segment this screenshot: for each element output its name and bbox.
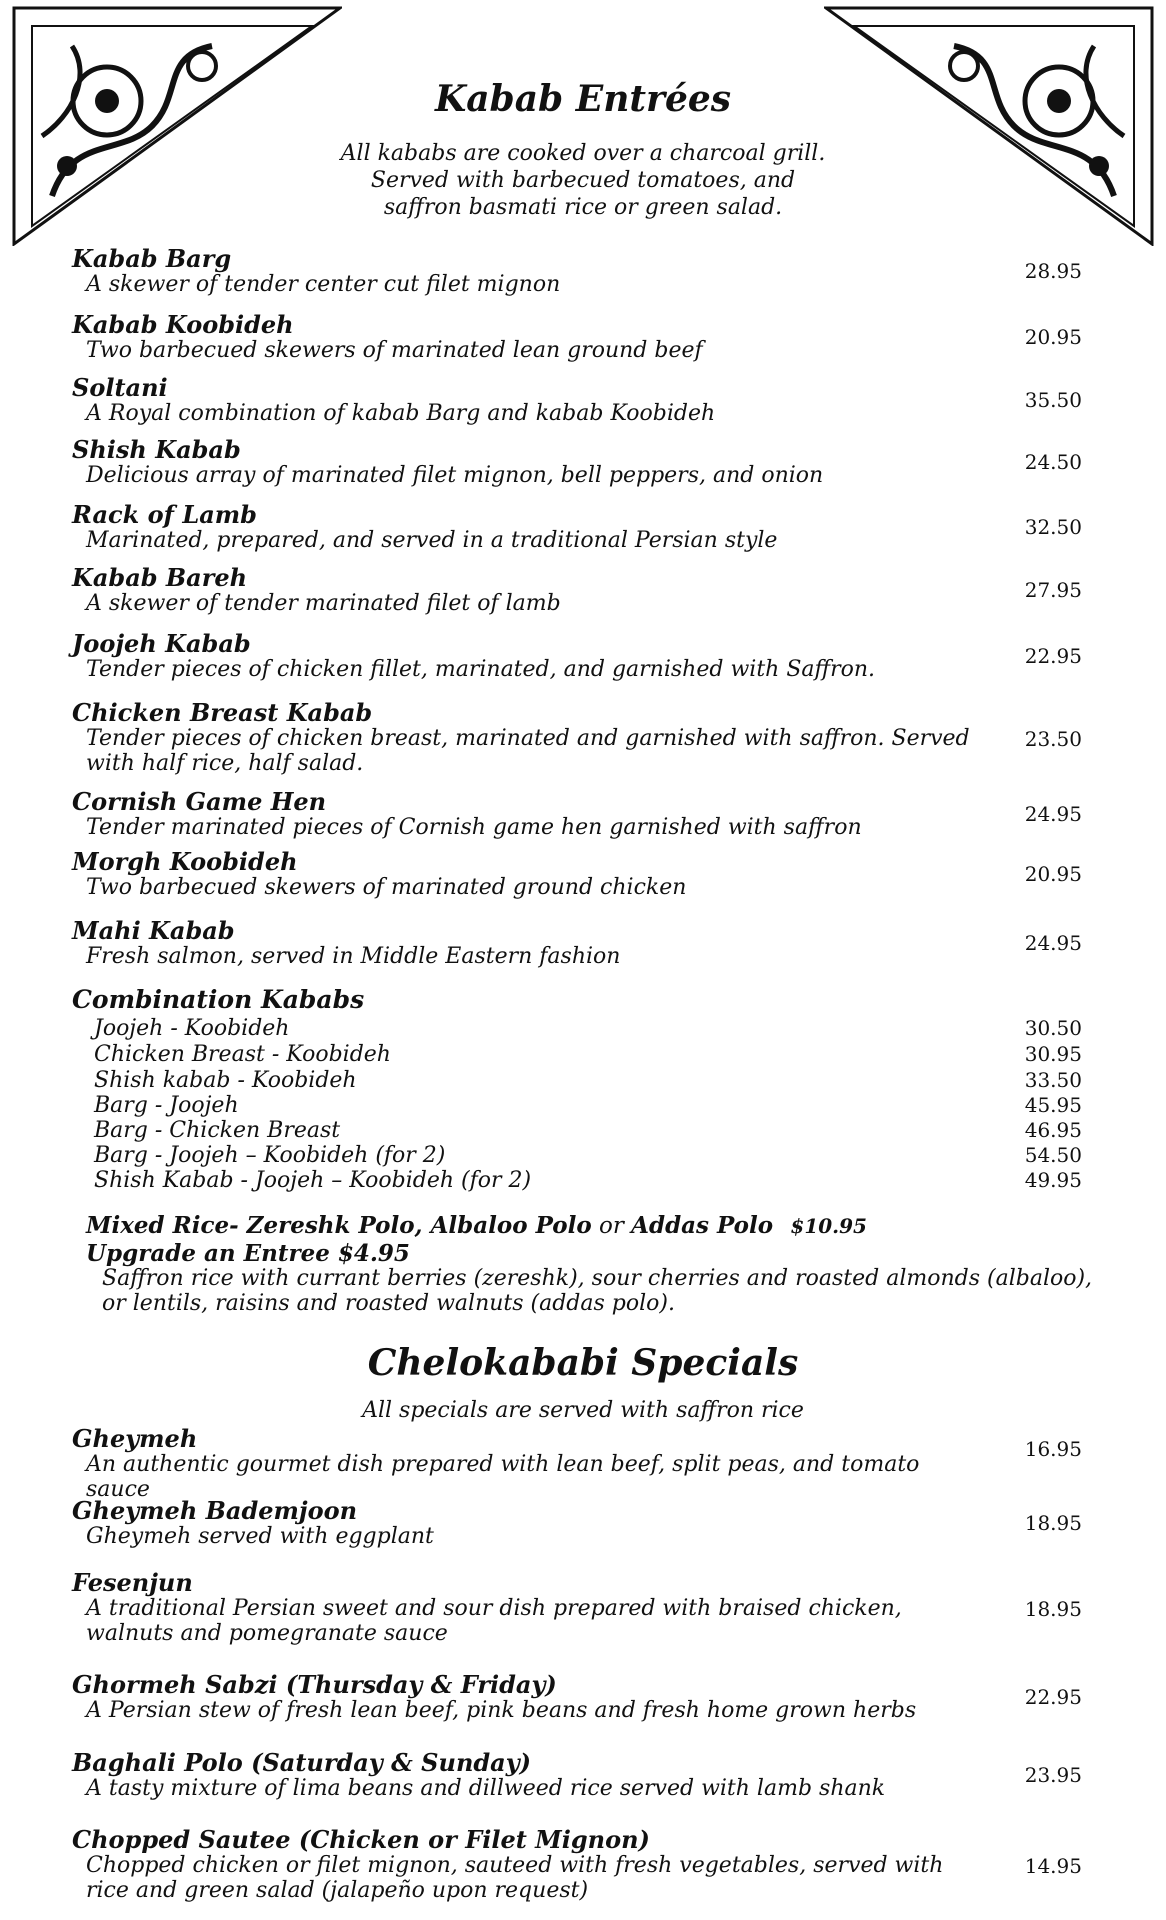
- combo-name: Barg - Chicken Breast: [94, 1118, 341, 1143]
- item-price: 35.50: [1024, 388, 1082, 412]
- combo-name: Shish Kabab - Joojeh – Koobideh (for 2): [94, 1168, 532, 1193]
- item-description: A traditional Persian sweet and sour dish prepared with braised chicken, walnuts and pomegranate sauce: [86, 1596, 902, 1646]
- kabab-section-subtitle: [0, 140, 1166, 221]
- menu-item-kabab-koobideh: [72, 311, 1082, 363]
- combo-price: 30.50: [1024, 1016, 1082, 1040]
- combination-title: Combination Kababs: [72, 985, 365, 1014]
- specials-section-subtitle: All specials are served with saffron rice: [362, 1398, 804, 1423]
- item-price: 24.95: [1024, 931, 1082, 955]
- item-name: Kabab Barg: [72, 244, 232, 273]
- upgrade-line: Upgrade an Entree $4.95: [86, 1240, 410, 1267]
- item-name: Kabab Koobideh: [72, 310, 294, 339]
- combo-name: Shish kabab - Koobideh: [94, 1068, 357, 1093]
- item-description: Tender pieces of chicken fillet, marinated, and garnished with Saffron.: [86, 657, 876, 682]
- combo-price: 46.95: [1024, 1118, 1082, 1142]
- combo-row: [94, 1168, 1082, 1194]
- menu-item-rack-of-lamb: [72, 501, 1082, 553]
- item-name: Joojeh Kabab: [72, 629, 251, 658]
- subtitle-line: saffron basmati rice or green salad.: [383, 195, 783, 220]
- item-description: Two barbecued skewers of marinated lean ground beef: [86, 338, 703, 363]
- item-name: Ghormeh Sabzi (Thursday & Friday): [72, 1670, 557, 1699]
- item-description: Tender pieces of chicken breast, marinated and garnished with saffron. Served with half rice, half salad.: [86, 726, 970, 776]
- special-item-gheymeh-bademjoon: [72, 1497, 1082, 1549]
- item-name: Fesenjun: [72, 1568, 193, 1597]
- mixed-rice-or: or: [598, 1213, 624, 1239]
- combo-row: [94, 1093, 1082, 1119]
- menu-item-morgh-koobideh: [72, 848, 1082, 900]
- combo-price: 33.50: [1024, 1068, 1082, 1092]
- item-name: Kabab Bareh: [72, 563, 248, 592]
- combo-name: Chicken Breast - Koobideh: [94, 1042, 391, 1067]
- item-description: Marinated, prepared, and served in a traditional Persian style: [86, 528, 778, 553]
- item-description: Chopped chicken or filet mignon, sauteed with fresh vegetables, served with rice and green salad (jalapeño upon request): [86, 1853, 944, 1903]
- combo-row: [94, 1016, 1082, 1042]
- item-name: Rack of Lamb: [72, 500, 257, 529]
- item-description: Fresh salmon, served in Middle Eastern fashion: [86, 944, 621, 969]
- combo-name: Barg - Joojeh: [94, 1093, 239, 1118]
- item-name: Gheymeh Bademjoon: [72, 1496, 358, 1525]
- item-price: 22.95: [1024, 1685, 1082, 1709]
- special-item-baghali-polo: [72, 1749, 1082, 1801]
- item-price: 16.95: [1024, 1437, 1082, 1461]
- mixed-rice-price: $10.95: [790, 1214, 867, 1238]
- subtitle-line: Served with barbecued tomatoes, and: [370, 168, 796, 193]
- combo-price: 49.95: [1024, 1168, 1082, 1192]
- item-price: 28.95: [1024, 259, 1082, 283]
- special-item-ghormeh-sabzi: [72, 1671, 1082, 1723]
- item-description: Tender marinated pieces of Cornish game hen garnished with saffron: [86, 815, 862, 840]
- item-description: A skewer of tender marinated filet of lamb: [86, 591, 561, 616]
- menu-item-soltani: [72, 374, 1082, 426]
- menu-item-mahi-kabab: [72, 917, 1082, 969]
- item-price: 23.95: [1024, 1763, 1082, 1787]
- item-description: Gheymeh served with eggplant: [86, 1524, 434, 1549]
- kabab-section-title: Kabab Entrées: [434, 78, 732, 120]
- mixed-rice-line: [86, 1212, 867, 1239]
- combo-row: [94, 1118, 1082, 1144]
- combo-row: [94, 1143, 1082, 1169]
- specials-section-title: Chelokababi Specials: [367, 1342, 799, 1384]
- item-name: Cornish Game Hen: [72, 787, 327, 816]
- item-price: 18.95: [1024, 1511, 1082, 1535]
- menu-item-kabab-bareh: [72, 564, 1082, 616]
- combo-price: 45.95: [1024, 1093, 1082, 1117]
- item-price: 14.95: [1024, 1854, 1082, 1878]
- menu-item-kabab-barg: [72, 245, 1082, 297]
- item-description: Two barbecued skewers of marinated ground chicken: [86, 875, 687, 900]
- mixed-rice-label-b: Addas Polo: [631, 1212, 774, 1239]
- combo-row: [94, 1068, 1082, 1094]
- special-item-gheymeh: [72, 1425, 1082, 1502]
- item-name: Gheymeh: [72, 1424, 198, 1453]
- item-price: 24.50: [1024, 450, 1082, 474]
- menu-item-joojeh-kabab: [72, 630, 1082, 682]
- combo-price: 30.95: [1024, 1042, 1082, 1066]
- mixed-rice-label: Mixed Rice- Zereshk Polo, Albaloo Polo: [86, 1212, 592, 1239]
- menu-item-chicken-breast-kabab: [72, 699, 1082, 776]
- item-price: 20.95: [1024, 325, 1082, 349]
- item-price: 32.50: [1024, 515, 1082, 539]
- combo-row: [94, 1042, 1082, 1068]
- item-name: Chicken Breast Kabab: [72, 698, 373, 727]
- item-price: 18.95: [1024, 1597, 1082, 1621]
- item-description: A skewer of tender center cut filet mignon: [86, 272, 561, 297]
- special-item-chopped-sautee: [72, 1826, 1082, 1903]
- item-name: Morgh Koobideh: [72, 847, 298, 876]
- item-price: 22.95: [1024, 644, 1082, 668]
- item-name: Chopped Sautee (Chicken or Filet Mignon): [72, 1825, 650, 1854]
- item-description: A Royal combination of kabab Barg and kabab Koobideh: [86, 401, 716, 426]
- item-price: 27.95: [1024, 578, 1082, 602]
- item-description: Delicious array of marinated filet mignon, bell peppers, and onion: [86, 463, 824, 488]
- combo-price: 54.50: [1024, 1143, 1082, 1167]
- item-price: 24.95: [1024, 802, 1082, 826]
- menu-item-cornish-game-hen: [72, 788, 1082, 840]
- menu-item-shish-kabab: [72, 436, 1082, 488]
- combo-name: Joojeh - Koobideh: [94, 1016, 290, 1041]
- special-item-fesenjun: [72, 1569, 1082, 1646]
- mixed-rice-description: Saffron rice with currant berries (zereshk), sour cherries and roasted almonds (albaloo), or lentils, raisins and roasted walnuts (addas polo).: [102, 1266, 1093, 1316]
- item-description: A tasty mixture of lima beans and dillweed rice served with lamb shank: [86, 1776, 886, 1801]
- item-name: Baghali Polo (Saturday & Sunday): [72, 1748, 532, 1777]
- item-name: Soltani: [72, 373, 168, 402]
- subtitle-line: All kababs are cooked over a charcoal grill.: [340, 141, 826, 166]
- item-description: A Persian stew of fresh lean beef, pink beans and fresh home grown herbs: [86, 1698, 917, 1723]
- item-price: 23.50: [1024, 727, 1082, 751]
- combo-name: Barg - Joojeh – Koobideh (for 2): [94, 1143, 446, 1168]
- item-description: An authentic gourmet dish prepared with lean beef, split peas, and tomato sauce: [86, 1452, 920, 1502]
- item-price: 20.95: [1024, 862, 1082, 886]
- item-name: Shish Kabab: [72, 435, 241, 464]
- item-name: Mahi Kabab: [72, 916, 235, 945]
